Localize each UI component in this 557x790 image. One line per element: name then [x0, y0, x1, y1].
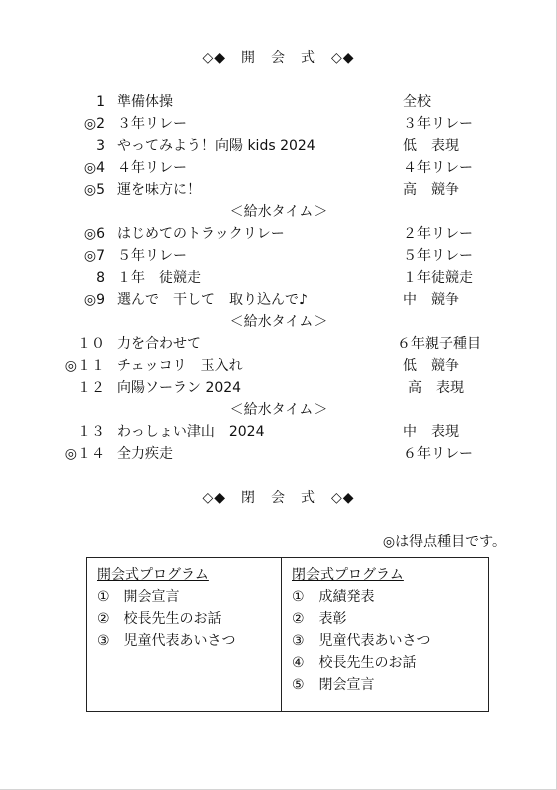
event-category: 中 競争: [403, 292, 459, 308]
closing-program-item: ③ 児童代表あいさつ: [292, 633, 431, 649]
event-number: ◎9: [83, 292, 105, 308]
event-number: ◎5: [83, 182, 105, 198]
event-number: １３: [77, 424, 105, 440]
event-row: [0, 355, 557, 377]
opening-program-item: ① 開会宣言: [97, 589, 180, 605]
event-category: 低 競争: [403, 358, 459, 374]
event-category: １年徒競走: [403, 270, 473, 286]
event-category: ６年リレー: [403, 446, 473, 462]
event-row: [0, 135, 557, 157]
points-note: ◎は得点種目です。: [382, 534, 506, 550]
water-break-label: ＜給水タイム＞: [229, 402, 328, 418]
event-row: [0, 289, 557, 311]
event-number: ◎１１: [64, 358, 105, 374]
event-category: ４年リレー: [403, 160, 473, 176]
closing-program-item: ② 表彰: [292, 611, 347, 627]
event-title: １年 徒競走: [117, 270, 201, 286]
event-number: 8: [96, 270, 105, 286]
event-number: １２: [77, 380, 105, 396]
event-category: ５年リレー: [403, 248, 473, 264]
closing-program-item: ⑤ 閉会宣言: [292, 677, 375, 693]
opening-program-item: ③ 児童代表あいさつ: [97, 633, 236, 649]
closing-program-item: ④ 校長先生のお話: [292, 655, 417, 671]
event-title: ５年リレー: [117, 248, 187, 264]
event-row: [0, 245, 557, 267]
water-break-label: ＜給水タイム＞: [229, 314, 328, 330]
event-title: ４年リレー: [117, 160, 187, 176]
ceremony-program-table: [86, 557, 489, 712]
event-category: ６年親子種目: [397, 336, 481, 352]
event-title: 力を合わせて: [117, 336, 201, 352]
event-row: [0, 443, 557, 465]
event-row: [0, 91, 557, 113]
event-category: 高 競争: [403, 182, 459, 198]
opening-ceremony-heading: ◇◆ 開 会 式 ◇◆: [202, 50, 355, 66]
event-title: わっしょい津山 2024: [117, 424, 265, 440]
water-break-label: ＜給水タイム＞: [229, 204, 328, 220]
event-category: 全校: [403, 94, 431, 110]
event-row: [0, 157, 557, 179]
event-title: チェッコリ 玉入れ: [117, 358, 243, 374]
event-category: ３年リレー: [403, 116, 473, 132]
event-number: ◎6: [83, 226, 105, 242]
event-row: [0, 421, 557, 443]
closing-program-column: [282, 558, 488, 711]
opening-program-item: ② 校長先生のお話: [97, 611, 222, 627]
event-row: [0, 113, 557, 135]
event-title: やってみよう！向陽 kids 2024: [117, 138, 316, 154]
event-row: [0, 377, 557, 399]
event-number: 1: [96, 94, 105, 110]
event-number: ◎7: [83, 248, 105, 264]
event-category: 中 表現: [403, 424, 459, 440]
event-title: 向陽ソーラン 2024: [117, 380, 242, 396]
event-title: 準備体操: [117, 94, 173, 110]
closing-program-heading: 閉会式プログラム: [292, 567, 404, 583]
opening-program-column: [87, 558, 282, 711]
event-number: ◎2: [83, 116, 105, 132]
event-row: [0, 267, 557, 289]
event-title: ３年リレー: [117, 116, 187, 132]
event-title: 選んで 干して 取り込んで♪: [117, 292, 308, 308]
event-number: ◎１４: [64, 446, 105, 462]
event-title: はじめてのトラックリレー: [117, 226, 285, 242]
event-category: 高 表現: [408, 380, 464, 396]
closing-program-item: ① 成績発表: [292, 589, 375, 605]
event-row: [0, 333, 557, 355]
event-title: 運を味方に！: [117, 182, 201, 198]
closing-ceremony-heading: ◇◆ 閉 会 式 ◇◆: [202, 490, 355, 506]
event-title: 全力疾走: [117, 446, 173, 462]
event-row: [0, 179, 557, 201]
event-category: ２年リレー: [403, 226, 473, 242]
event-number: 3: [96, 138, 105, 154]
event-number: １０: [77, 336, 105, 352]
opening-program-heading: 開会式プログラム: [97, 567, 209, 583]
event-number: ◎4: [83, 160, 105, 176]
event-category: 低 表現: [403, 138, 459, 154]
event-row: [0, 223, 557, 245]
